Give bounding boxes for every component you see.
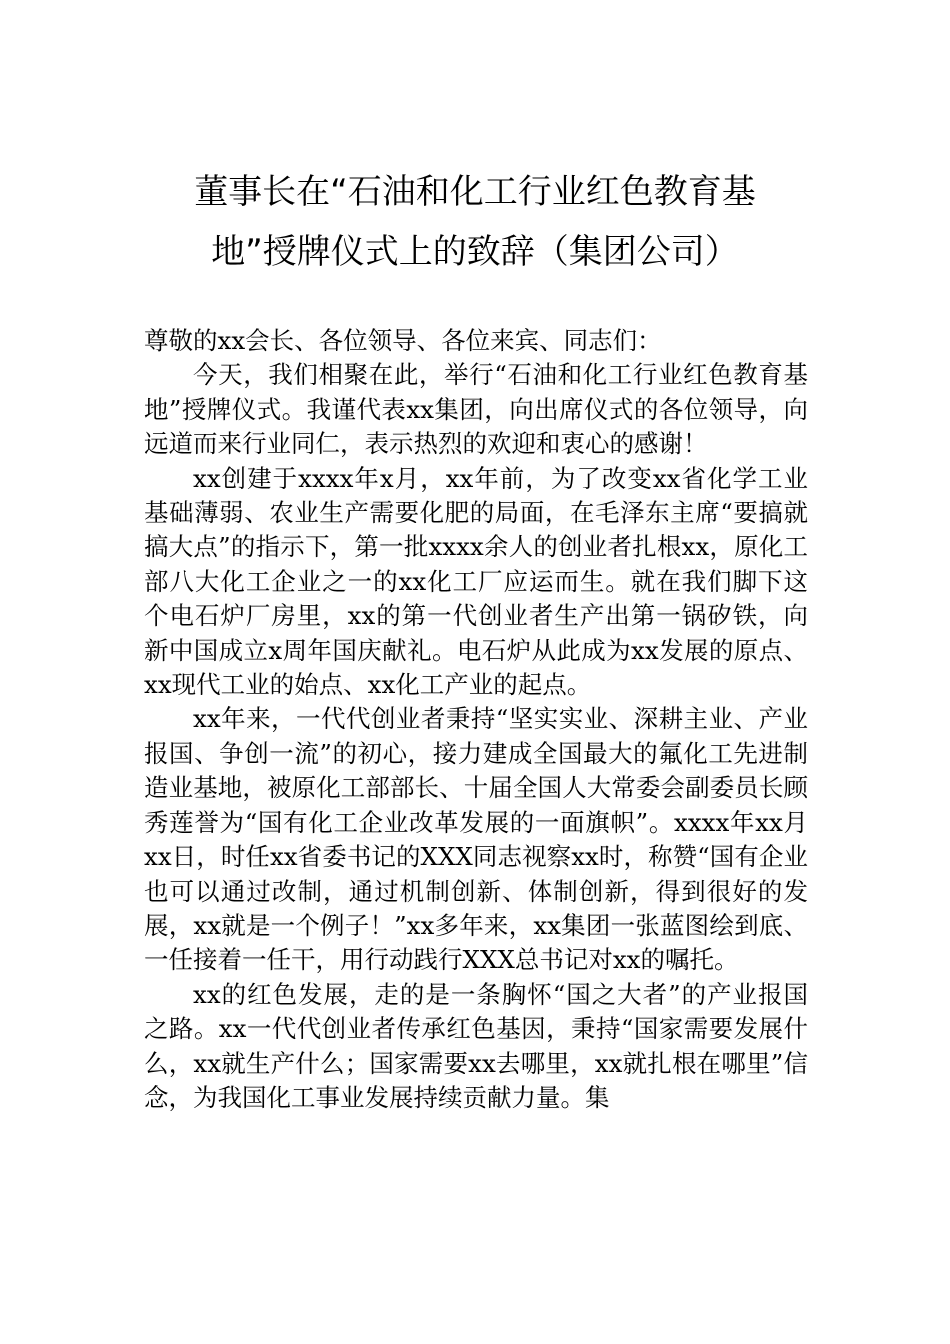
paragraph-3: xx年来，一代代创业者秉持“坚实实业、深耕主业、产业报国、争创一流”的初心，接力建成全国最大的氟化工先进制造业基地，被原化工部部长、十届全国人大常委会副委员长顾秀莲誉为“国有化工企业改革发展的一面旗帜”。xxxx年xx月xx日，时任xx省委书记的XXX同志视察xx时，称赞“国有企业也可以通过改制，通过机制创新、体制创新，得到很好的发展，xx就是一个例子！”xx多年来，xx集团一张蓝图绘到底、一任接着一任干，用行动践行XXX总书记对xx的嘱托。 xyxy=(144,704,808,975)
paragraph-2: xx创建于xxxx年x月，xx年前，为了改变xx省化学工业基础薄弱、农业生产需要化肥的局面，在毛泽东主席“要搞就搞大点”的指示下，第一批xxxx余人的创业者扎根xx，原化工部八大化工企业之一的xx化工厂应运而生。就在我们脚下这个电石炉厂房里，xx的第一代创业者生产出第一锅矽铁，向新中国成立x周年国庆献礼。电石炉从此成为xx发展的原点、xx现代工业的始点、xx化工产业的起点。 xyxy=(144,463,808,700)
document-title xyxy=(130,162,820,282)
salutation: 尊敬的xx会长、各位领导、各位来宾、同志们： xyxy=(144,326,662,355)
paragraph-4: xx的红色发展，走的是一条胸怀“国之大者”的产业报国之路。xx一代代创业者传承红色基因，秉持“国家需要发展什么，xx就生产什么；国家需要xx去哪里，xx就扎根在哪里”信念，为我国化工事业发展持续贡献力量。集 xyxy=(144,979,808,1112)
document-body xyxy=(144,324,808,1115)
title-line-1: 董事长在“石油和化工行业红色教育基 xyxy=(194,172,756,212)
title-line-2: 地”授牌仪式上的致辞（集团公司） xyxy=(211,232,739,272)
paragraph-1: 今天，我们相聚在此，举行“石油和化工行业红色教育基地”授牌仪式。我谨代表xx集团，向出席仪式的各位领导，向远道而来行业同仁，表示热烈的欢迎和衷心的感谢！ xyxy=(144,360,808,459)
